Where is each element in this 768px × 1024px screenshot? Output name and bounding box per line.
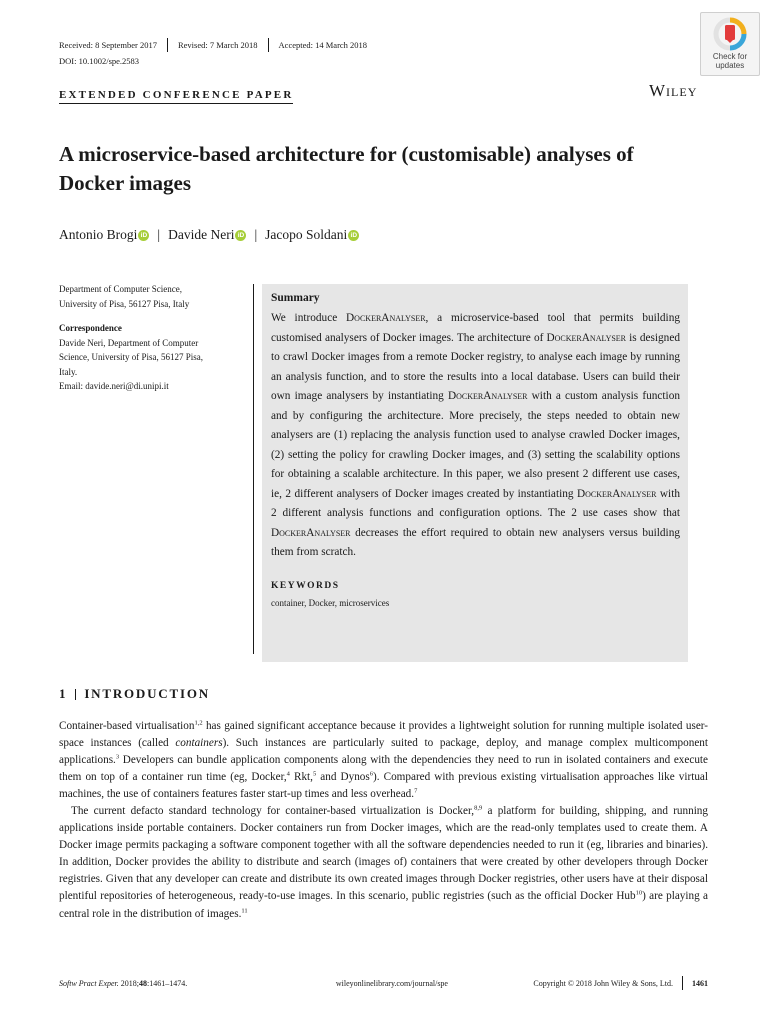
correspondence-email[interactable]: Email: davide.neri@di.unipi.it [59,381,169,391]
article-history [59,38,367,52]
body-text [59,718,708,923]
divider [75,689,76,700]
citation-ref[interactable]: 8,9 [474,804,483,812]
citation-ref[interactable]: 11 [241,906,248,914]
summary-heading: Summary [271,292,320,304]
affiliation-line: Department of Computer Science, [59,284,182,294]
affiliation-line: University of Pisa, 56127 Pisa, Italy [59,298,190,309]
revised-date: Revised: 7 March 2018 [177,40,258,50]
page-number: 1461 [692,978,708,988]
author-separator: | [254,227,258,242]
badge-label: Check for updates [712,52,748,70]
page-footer [59,976,708,990]
accepted-date: Accepted: 14 March 2018 [278,40,368,50]
divider [167,38,168,52]
citation-ref[interactable]: 4 [286,770,290,778]
correspondence-line: Science, University of Pisa, 56127 Pisa, [59,352,203,362]
orcid-icon[interactable]: iD [138,230,149,241]
citation-ref[interactable]: 5 [312,770,317,778]
correspondence-heading: Correspondence [59,323,122,333]
column-divider [253,284,254,654]
citation-ref[interactable]: 1,2 [194,719,203,727]
keywords-heading: KEYWORDS [271,580,340,591]
section-heading [59,686,210,702]
citation-ref[interactable]: 10 [635,889,643,897]
doi-link[interactable]: DOI: 10.1002/spe.2583 [59,56,140,66]
author-separator: | [157,227,161,242]
journal-url[interactable]: wileyonlinelibrary.com/journal/spe [335,978,448,988]
abstract-box [262,284,688,662]
received-date: Received: 8 September 2017 [59,40,157,50]
paragraph: The current defacto standard technology for container-based virtualization is Docker,$^{8,9}$ a platform for building, shipping, and running applications inside portable containers. Docker containers run from Docker images, which are the read-only templates used to create them. A Docker image permits packaging a software component together with all the software dependencies needed to run it (eg, libraries and binaries). In addition, Docker provides the ability to distribute and search (images of) containers that were created by other developers through Docker registries. Given that any developer can create and distribute its own created images through Docker registries, other users have at their disposal plentiful repositories of heterogeneous, ready-to-use images. In this scenario, public registries (such as the official Docker Hub$^{10}$) are playing a central role in the distribution of images.$^{11}$ [59,804,708,920]
correspondence-line: Italy. [59,366,78,377]
orcid-icon[interactable]: iD [235,230,246,241]
citation-ref[interactable]: 7 [414,787,418,795]
author-list [59,227,359,243]
correspondence-line: Davide Neri, Department of Computer [59,337,199,348]
crossmark-icon [713,17,747,51]
author-name[interactable]: Davide Neri [168,227,235,242]
article-type: EXTENDED CONFERENCE PAPER [59,89,293,104]
section-title: INTRODUCTION [84,686,210,701]
divider [268,38,269,52]
affiliation-block [59,282,239,394]
author-name[interactable]: Antonio Brogi [59,227,138,242]
copyright-notice: Copyright © 2018 John Wiley & Sons, Ltd. [533,978,673,988]
citation-ref[interactable]: 3 [115,753,120,761]
check-for-updates-button[interactable] [700,12,760,76]
publisher-logo: Wiley [649,81,698,100]
author-name[interactable]: Jacopo Soldani [265,227,348,242]
paper-title: A microservice-based architecture for (customisable) analyses of Docker images [59,142,634,195]
citation-ref[interactable]: 6 [369,770,374,778]
paragraph: Container-based virtualisation$^{1,2}$ has gained significant acceptance because it provides a lightweight solution for running multiple isolated user-space instances (called containers). Such instances are particularly suited to package, deploy, and manage complex multicomponent applications.$^3$ Developers can bundle application components along with the dependencies they need to run in isolated containers and execute them on top of a container run time (eg, Docker,$^4$ Rkt,$^5$ and Dynos$^6$). Compared with previous existing virtualisation approaches like virtual machines, the use of containers features faster start-up times and less overhead.$^7$ [59,719,709,801]
section-number: 1 [59,686,68,701]
orcid-icon[interactable]: iD [348,230,359,241]
summary-text: We introduce DockerAnalyser, a microservice-based tool that permits building customised analysers of Docker images. The architecture of DockerAnalyser is designed to crawl Docker images from a remote Docker registry, to analyse each image by running an analysis function, and to store the results into a local database. Users can build their own image analysers by instantiating DockerAnalyser with a custom analysis function and by configuring the architecture. More precisely, the steps needed to obtain new analysers are (1) replacing the analysis function used to analyse crawled Docker images, (2) setting the policy for crawling Docker images, and (3) setting the scalability options for obtaining a scalable architecture. In this paper, we also present 2 different use cases, ie, 2 different analysers of Docker images created by instantiating DockerAnalyser with 2 different analysis functions and configuration options. The 2 use cases show that DockerAnalyser decreases the effort required to obtain new analysers versus building them from scratch. [271,312,680,558]
journal-citation: Softw Pract Exper. 2018;48:1461–1474. [59,978,188,988]
divider [682,976,683,990]
keywords-list: container, Docker, microservices [271,597,390,608]
